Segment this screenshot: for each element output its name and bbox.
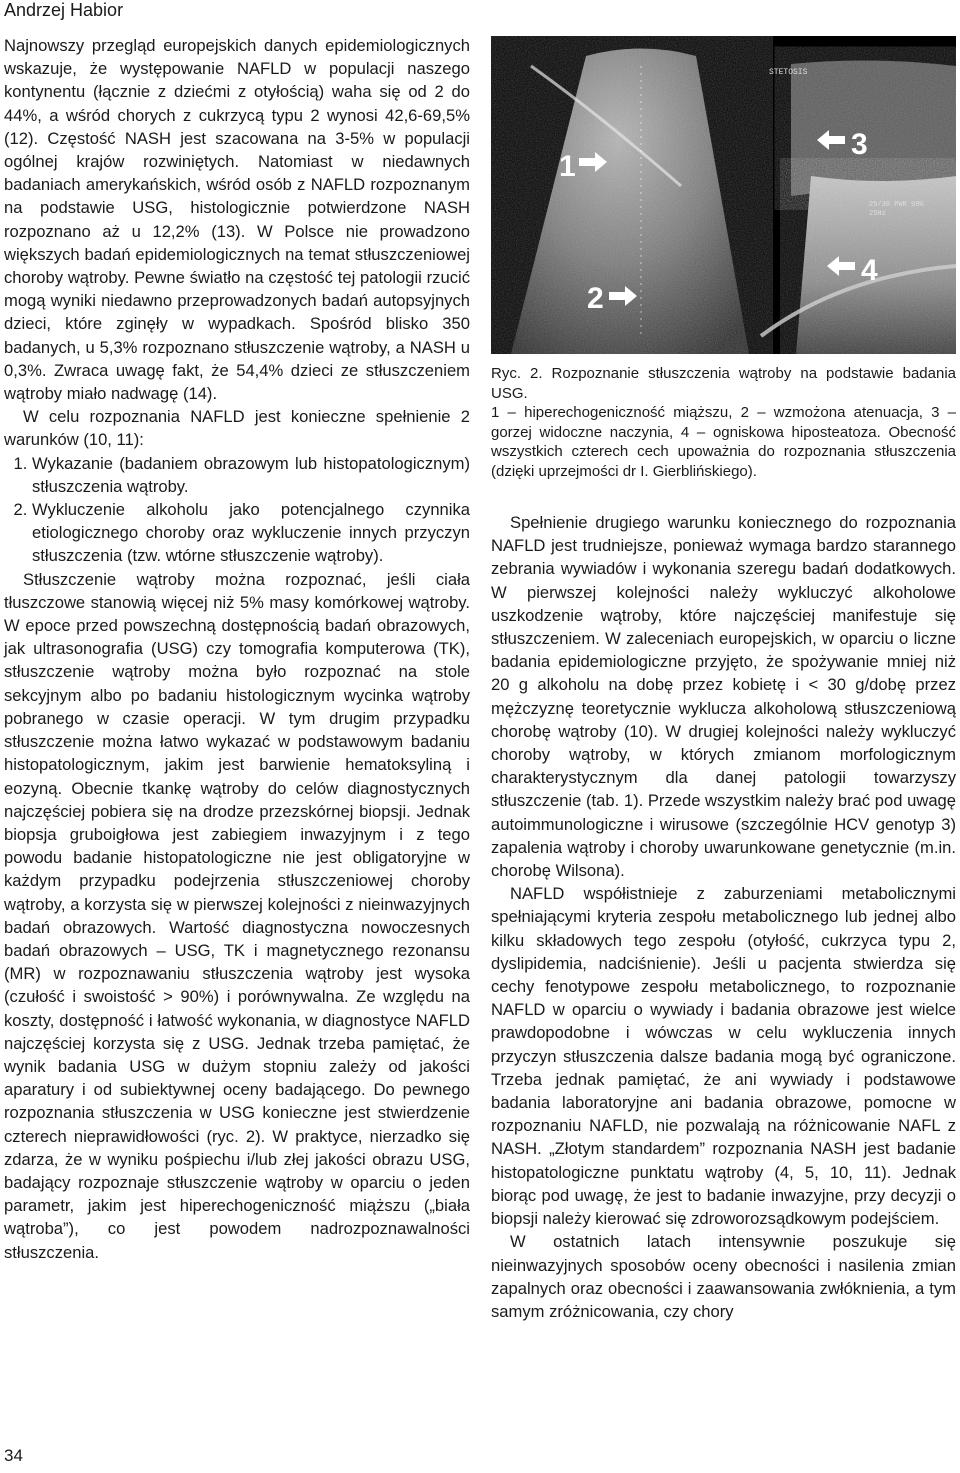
right-column [491,511,956,1323]
running-header-author: Andrzej Habior [4,0,124,20]
marker-label: 1 [559,150,576,183]
marker-label: 2 [587,282,604,315]
conditions-list [4,452,470,568]
overlay-side-text: 25/30 PWR 98% [869,201,924,209]
paragraph-imaging-diagnosis: Stłuszczenie wątroby można rozpoznać, jeśli ciała tłuszczowe stanowią więcej niż 5% masy komórkowej wątroby. W epoce przed powszechną dostępnością badań obrazowych, jak ultrasonografia (USG) czy tomografia komputerowa (TK), stłuszczenie wątroby można było rozpoznać na stole sekcyjnym albo po badaniu histologicznym wycinka wątroby pobranego w czasie operacji. W tym drugim przypadku stłuszczenie można łatwo wykazać w podstawowym badaniu histopatologicznym, jakim jest barwienie hematoksyliną i eozyną. Obecnie tkankę wątroby do celów diagnostycznych najczęściej pobiera się na drodze przezskórnej biopsji. Jednak biopsja gruboigłowa jest zabiegiem inwazyjnym i z tego powodu badanie histopatologiczne nie jest obligatoryjne w każdym przypadku podejrzenia stłuszczeniowej choroby wątroby, a korzysta się w pierwszej kolejności z nieinwazyjnych badań obrazowych. Wartość diagnostyczna nowoczesnych badań obrazowych – USG, TK i magnetycznego rezonansu (MR) w rozpoznawaniu stłuszczenia wątroby jest wysoka (czułość i swoistość > 90%) i porównywalna. Ze względu na koszty, dostępność i łatwość wykonania, w diagnostyce NAFLD najczęściej korzysta się z USG. Jednak trzeba pamiętać, że wynik badania USG w dużym stopniu zależy od jakości aparatury i od subiektywnej oceny badającego. Do pewnego rozpoznania stłuszczenia w USG konieczne jest stwierdzenie czterech nieprawidłowości (ryc. 2). W praktyce, nierzadko się zdarza, że w wyniku pośpiechu i/lub złej jakości obrazu USG, badający rozpoznaje stłuszczenie wątroby w oparciu o jeden parametr, jakim jest hiperechogeniczność miąższu („biała wątroba”), co jest powodem nadrozpoznawalności stłuszczenia. [4,569,470,1262]
marker-label: 3 [851,128,868,161]
paragraph-metabolic-syndrome: NAFLD współistnieje z zaburzeniami metabolicznymi spełniającymi kryteria zespołu metabolicznego lub jednej albo kilku składowych tego zespołu (otyłość, cukrzyca typu 2, dyslipidemia, nadciśnienie). Jeśli u pacjenta stwierdza się cechy fenotypowe zespołu metabolicznego, to rozpoznanie NAFLD w oparciu o wywiady i badania obrazowe jest wielce prawdopodobne i wówczas w celu wykluczenia innych przyczyn stłuszczenia dalsze badania mogą być ograniczone. Trzeba jednak pamiętać, że ani wywiady i podstawowe badania laboratoryjne ani badania obrazowe, pomocne w rozpoznaniu NAFLD, nie pozwalają na różnicowanie NAFL z NASH. „Złotym standardem” rozpoznania NASH jest badanie histopatologiczne punktatu wątroby (4, 5, 10, 11). Jednak biorąc pod uwagę, że jest to badanie inwazyjne, przy decyzji o biopsji należy kierować się zdroworozsądkowym podejściem. [491,884,956,1229]
overlay-side-text-2: 25Hz [869,210,886,218]
figure-caption [491,364,956,482]
caption-body: 1 – hiperechogeniczność miąższu, 2 – wzmożona atenuacja, 3 – gorzej widoczne naczynia, 4 – ogniskowa hiposteatoza. Obecność wszystkich czterech cech upoważnia do rozpoznania stłuszczenia (dzięki uprzejmości dr I. Gierblińskiego). [491,404,956,480]
ultrasound-figure [491,36,956,354]
overlay-top-text: STETOSIS [769,68,808,77]
paragraph-second-condition: Spełnienie drugiego warunku koniecznego do rozpoznania NAFLD jest trudniejsze, ponieważ wymaga bardzo starannego zebrania wywiadów i wykonania szeregu badań dodatkowych. W pierwszej kolejności należy wykluczyć alkoholowe uszkodzenie wątroby, które najczęściej manifestuje się stłuszczeniem. W zaleceniach europejskich, w oparciu o liczne badania epidemiologiczne przyjęto, że spożywanie mniej niż 20 g alkoholu na dobę przez kobietę i < 30 g/dobę przez mężczyznę teoretycznie wyklucza alkoholową stłuszczeniową chorobę wątroby (10). W drugiej kolejności należy wykluczyć choroby wątroby, w których zmianom morfologicznym charakterystycznym dla danej patologii towarzyszy stłuszczenie (tab. 1). Przede wszystkim należy brać pod uwagę autoimmunologiczne i wirusowe (szczególnie HCV genotyp 3) zapalenia wątroby i choroby uwarunkowane genetycznie (m.in. chorobę Wilsona). [491,513,956,881]
caption-title: Ryc. 2. Rozpoznanie stłuszczenia wątroby na podstawie badania USG. [491,365,956,402]
list-item: 2. Wykluczenie alkoholu jako potencjalnego czynnika etiologicznego choroby oraz wykluczenie innych przyczyn stłuszczenia (tzw. wtórne stłuszczenie wątroby). [32,498,470,568]
page-number: 34 [4,1446,23,1465]
marker-label: 4 [861,254,878,287]
list-item: 1. Wykazanie (badaniem obrazowym lub histopatologicznym) stłuszczenia wątroby. [32,452,470,498]
paragraph-diagnosis-conditions: W celu rozpoznania NAFLD jest konieczne spełnienie 2 warunków (10, 11): [4,407,470,450]
paragraph-noninvasive-methods: W ostatnich latach intensywnie poszukuje się nieinwazyjnych sposobów oceny obecności i nasilenia zmian zapalnych oraz obecności i zaawansowania zwłóknienia, a tym samym zróżnicowania, czy chory [491,1232,956,1321]
paragraph-epidemiology: Najnowszy przegląd europejskich danych epidemiologicznych wskazuje, że występowanie NAFLD w populacji naszego kontynentu (łącznie z dziećmi z otyłością) waha się od 2 do 44%, a wśród chorych z cukrzycą typu 2 wynosi 42,6-69,5% (12). Częstość NASH jest szacowana na 3-5% w populacji ogólnej krajów rozwiniętych. Natomiast w niedawnych badaniach amerykańskich, wśród osób z NAFLD rozpoznanym na podstawie USG, histologicznie potwierdzone NASH rozpoznano aż u 12,2% (13). W Polsce nie prowadzono większych badań epidemiologicznych na temat stłuszczeniowej choroby wątroby. Pewne światło na częstość tej patologii rzucić mogą wyniki niedawno przeprowadzonych badań autopsyjnych dzieci, które zginęły w wypadkach. Spośród blisko 350 badanych, u 5,3% rozpoznano stłuszczenie wątroby, a NASH u 0,3%. Zwraca uwagę fakt, że 54,4% dzieci ze stłuszczeniem wątroby miało nadwagę (14). [4,36,470,404]
left-column [4,34,470,1264]
ultrasound-image [491,36,956,354]
